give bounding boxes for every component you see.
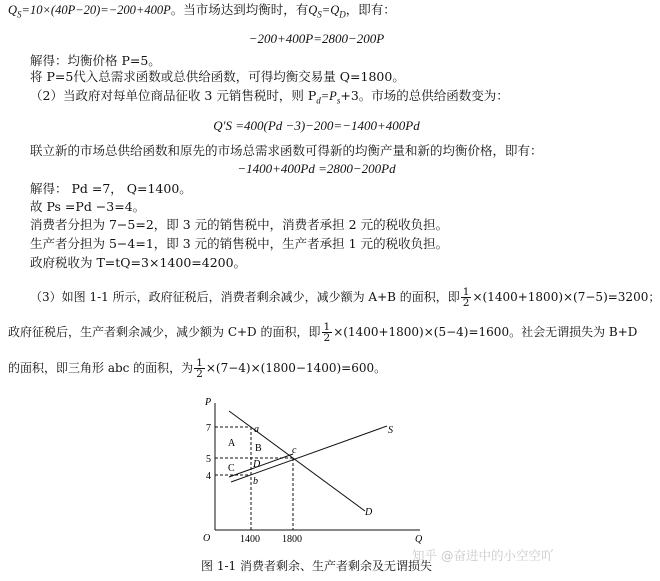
text-qs2: Q	[308, 3, 318, 17]
text-line-9: 解得： Pd =7， Q=1400。	[30, 181, 192, 196]
figure-caption: 图 1-1 消费者剩余、生产者剩余及无谓损失	[201, 559, 432, 573]
text-line-11: 消费者分担为 7−5=2，即 3 元的销售税中，消费者承担 2 元的税收负担。	[30, 217, 449, 232]
text-line-12: 生产者分担为 5−4=1，即 3 元的销售税中，生产者承担 1 元的税收负担。	[30, 236, 449, 251]
text-line-10: 故 Ps =Pd −3=4。	[30, 199, 146, 214]
text-line-15: 政府征税后，生产者剩余减少，减少额为 C+D 的面积，即 $\frac{1}{2}$ ×(1400+1800)×(5−4)=1600。社会无谓损失为 B+D	[8, 321, 638, 344]
fraction-half: $\frac{1}{2}$	[323, 321, 331, 344]
supply-demand-figure	[195, 393, 425, 545]
text-line-16: 的面积，即三角形 abc 的面积，为 $\frac{1}{2}$ ×(7−4)×(1800−1400)=600。	[8, 357, 387, 380]
tick-q1800: 1800	[282, 534, 302, 545]
text-line-7: 联立新的市场总供给函数和原先的市场总需求函数可得新的均衡产量和新的均衡价格，即有：	[30, 143, 543, 158]
region-c: C	[228, 463, 235, 474]
text-line-1: $Q_S=10\times(40P-20)=-200+400P$。当市场达到均衡时，有$Q_S=Q_D$，即有：	[8, 2, 396, 20]
taxed-supply-segment	[229, 454, 293, 477]
fraction-half: $\frac{1}{2}$	[462, 286, 470, 309]
point-c: c	[292, 445, 297, 456]
equation-3: −1400+400Pd =2800−200Pd	[237, 161, 396, 176]
equation-1: −200+400P=2800−200P	[248, 31, 385, 46]
text-so: ，即有：	[345, 2, 396, 17]
label-s: S	[388, 425, 393, 436]
text-line-5: （2）当政府对每单位商品征收 3 元销售税时，则 $P_d=P_s+3$。市场的总供给函数变为：	[30, 88, 509, 106]
q-axis-label: Q	[415, 534, 423, 545]
text-qs: $Q_S$	[8, 3, 22, 20]
point-a: a	[254, 424, 259, 435]
p-axis-label: P	[205, 397, 212, 408]
tick-p7: 7	[206, 423, 211, 434]
text-line-13: 政府税收为 T=tQ=3×1400=4200。	[30, 255, 247, 270]
point-b: b	[253, 476, 258, 487]
text-line-4: 将 P=5代入总需求函数或总供给函数，可得均衡交易量 Q=1800。	[30, 69, 405, 84]
text-equilibrium-note: 。当市场达到均衡时，有	[170, 2, 309, 17]
text-qd: =Q	[321, 3, 340, 17]
tick-p4: 4	[206, 471, 211, 482]
fraction-half: $\frac{1}{2}$	[196, 357, 203, 380]
tick-p5: 5	[206, 454, 211, 465]
tick-q1400: 1400	[240, 534, 260, 545]
label-d: D	[365, 507, 373, 518]
origin-label: O	[203, 533, 211, 544]
equation-2: Q′S =400(Pd −3)−200=−1400+400Pd	[213, 118, 420, 133]
region-d: D	[253, 459, 261, 470]
watermark: 知乎 @奋进中的小空空吖	[412, 548, 554, 563]
text-line-3: 解得：均衡价格 P=5。	[30, 53, 161, 68]
region-a: A	[228, 438, 236, 449]
text-line-14: （3）如图 1-1 所示，政府征税后，消费者剩余减少，减少额为 A+B 的面积，即 $\frac{1}{2}$ ×(1400+1800)×(7−5)=3200；	[30, 286, 660, 309]
text-supply-eq: =10×(40P−20)=−200+400P	[21, 3, 171, 17]
demand-curve	[229, 411, 365, 511]
region-b: B	[255, 443, 262, 454]
